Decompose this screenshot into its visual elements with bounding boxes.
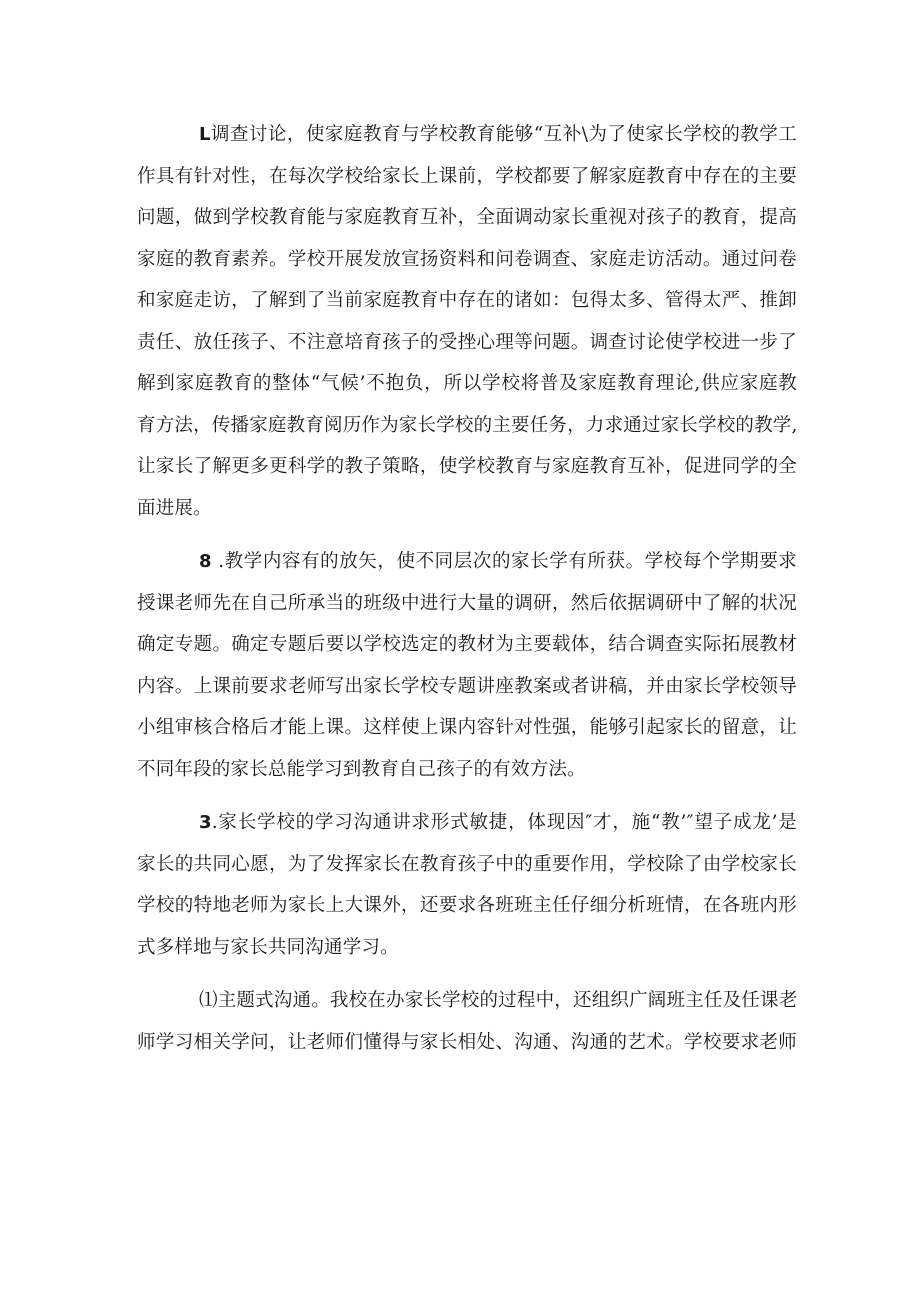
paragraph-2: [137, 541, 797, 790]
text-line: 家长的共同心愿，为了发挥家长在教育孩子中的重要作用，学校除了由学校家长: [137, 853, 797, 875]
text-line: 解到家庭教育的整体“气候’不抱负，所以学校将普及家庭教育理论,供应家庭教: [137, 373, 798, 394]
text-line: 责任、放任孩子、不注意培育孩子的受挫心理等问题。调查讨论使学校进一步了: [137, 331, 797, 353]
text-line: 和家庭走访，了解到了当前家庭教育中存在的诸如：包得太多、管得太严、推卸: [137, 290, 797, 311]
text-line: ⑴主题式沟通。我校在办家长学校的过程中，还组织广阔班主任及任课老: [199, 990, 798, 1011]
text-line: 家庭的教育素养。学校开展发放宣扬资料和问卷调查、家庭走访活动。通过问卷: [137, 248, 797, 270]
paragraph-4: [137, 980, 797, 1063]
text-line: 小组审核合格后才能上课。这样使上课内容针对性强，能够引起家长的留意，让: [137, 717, 797, 738]
text-line: 内容。上课前要求老师写出家长学校专题讲座教案或者讲稿，并由家长学校领导: [137, 675, 797, 697]
text-line: 面进展。: [137, 497, 212, 519]
text-line: 确定专题。确定专题后要以学校选定的教材为主要载体，结合调查实际拓展教材: [137, 634, 797, 655]
paragraph-3: [137, 802, 797, 968]
text-line: 学校的特地老师为家长上大课外，还要求各班班主任仔细分析班情，在各班内形: [137, 895, 797, 916]
text-line: 式多样地与家长共同沟通学习。: [137, 936, 399, 958]
text-line: 不同年段的家长总能学习到教育自己孩子的有效方法。: [137, 758, 586, 780]
paragraph-1: [137, 114, 797, 529]
text-line: 育方法，传播家庭教育阅历作为家长学校的主要任务，力求通过家长学校的教学,: [137, 414, 798, 436]
text-line: 师学习相关学问，让老师们懂得与家长相处、沟通、沟通的艺术。学校要求老师: [137, 1031, 797, 1053]
text-line: 问题，做到学校教育能与家庭教育互补，全面调动家长重视对孩子的教育，提高: [137, 207, 797, 228]
text-line: 作具有针对性，在每次学校给家长上课前，学校都要了解家庭教育中存在的主要: [137, 165, 797, 187]
text-line: 授课老师先在自己所承当的班级中进行大量的调研，然后依据调研中了解的状况: [137, 592, 797, 614]
text-line: 8 .教学内容有的放矢，使不同层次的家长学有所获。学校每个学期要求: [199, 551, 797, 572]
text-line: L调查讨论，使家庭教育与学校教育能够“互补\为了使家长学校的教学工: [199, 124, 797, 145]
text-line: 3.家长学校的学习沟通讲求形式敏捷，体现因″才，施“教’″望子成龙’是: [199, 812, 797, 833]
list-marker: L: [199, 124, 211, 145]
text-line: 让家长了解更多更科学的教子策略，使学校教育与家庭教育互补，促进同学的全: [137, 456, 797, 477]
list-marker: 3: [199, 812, 212, 833]
list-marker: 8: [199, 551, 212, 572]
document-body: [137, 114, 797, 1075]
